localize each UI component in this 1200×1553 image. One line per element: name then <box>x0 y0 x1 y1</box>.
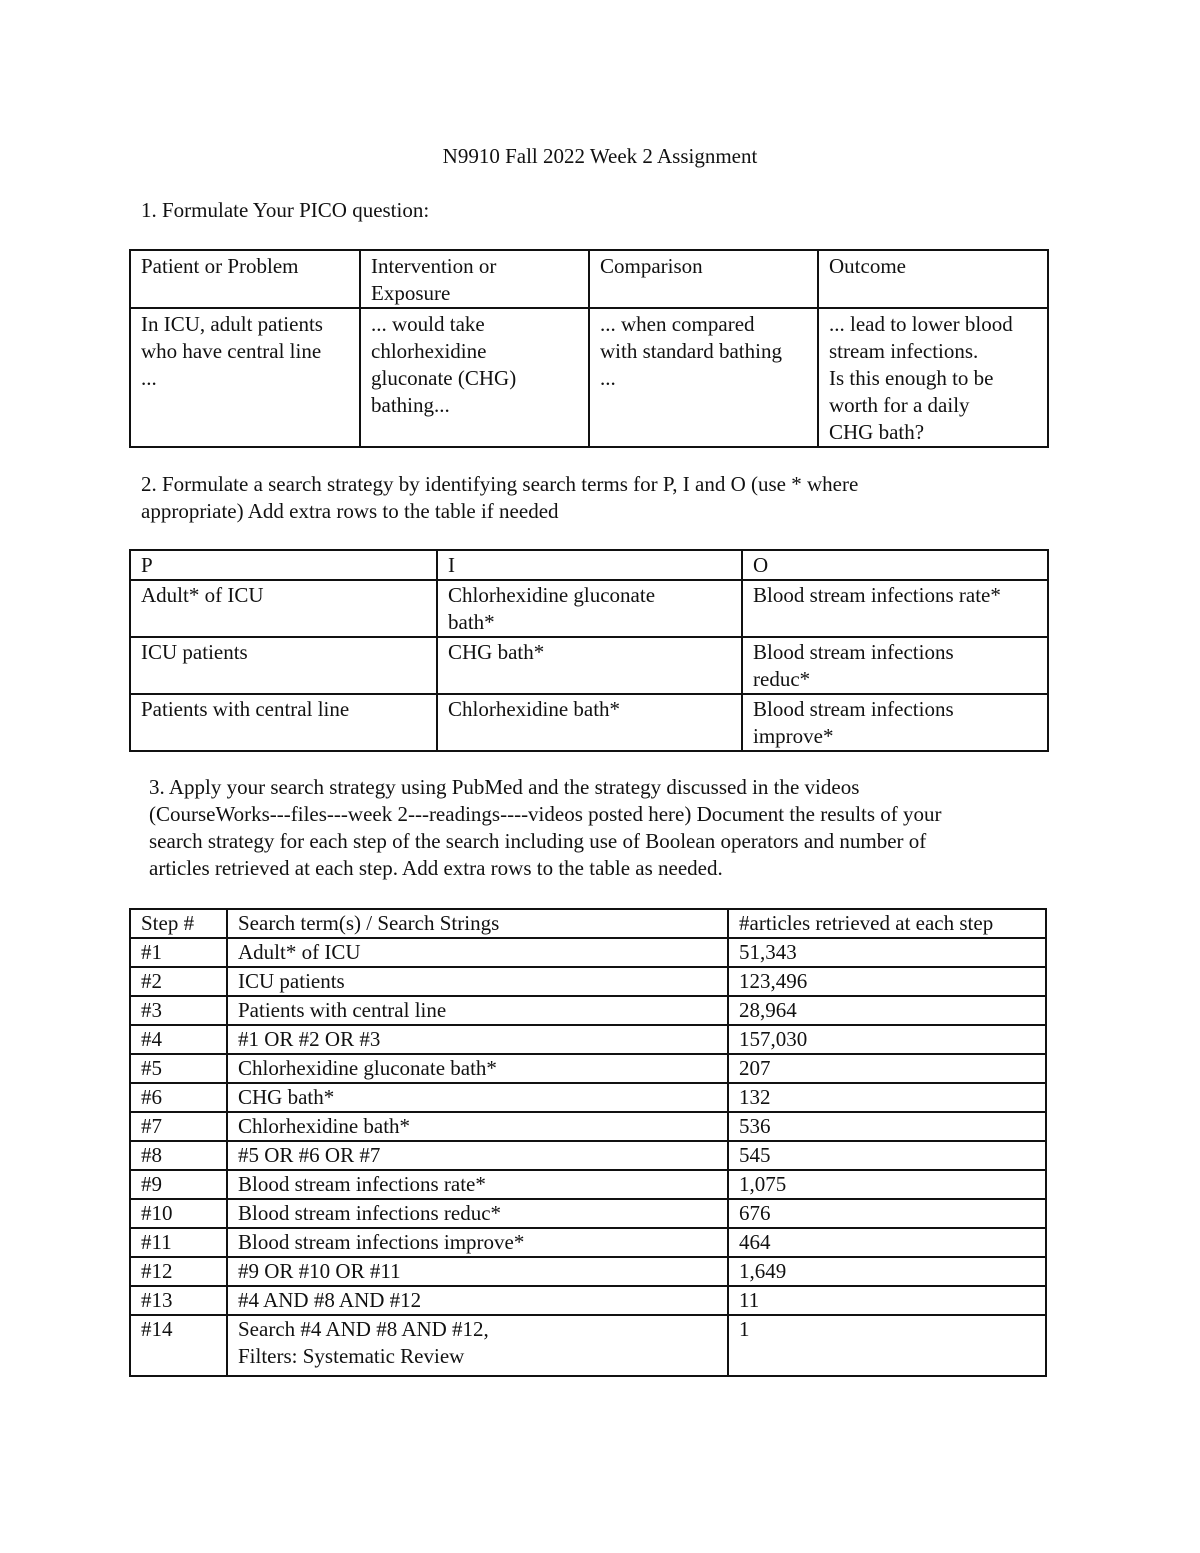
text-line: with standard bathing <box>600 339 782 363</box>
section-1-heading: 1. Formulate Your PICO question: <box>141 198 430 222</box>
text-line: who have central line <box>141 339 322 363</box>
steps-row <box>130 1199 1046 1228</box>
steps-header-cell: #articles retrieved at each step <box>728 909 1046 938</box>
terms-row <box>130 580 1048 637</box>
comparison-answer-cell <box>589 308 818 447</box>
step-number-cell: #12 <box>130 1257 227 1286</box>
text-line: Blood stream infections rate* <box>753 583 1001 607</box>
steps-row <box>130 1112 1046 1141</box>
article-count-cell: 1 <box>728 1315 1046 1376</box>
search-term-cell <box>227 996 728 1025</box>
steps-row <box>130 1286 1046 1315</box>
steps-row <box>130 1141 1046 1170</box>
outcome-header-cell <box>818 250 1048 308</box>
article-count-cell: 676 <box>728 1199 1046 1228</box>
text-line: Chlorhexidine bath* <box>448 697 621 721</box>
terms-cell <box>437 637 742 694</box>
text-line: (CourseWorks---files---week 2---readings----videos posted here) Document the results of your <box>149 802 942 826</box>
pico-answer-row <box>130 308 1048 447</box>
text-line: improve* <box>753 724 834 748</box>
terms-cell <box>437 580 742 637</box>
text-line: Blood stream infections rate* <box>238 1172 486 1196</box>
text-line: Blood stream infections <box>753 697 954 721</box>
text-line: search strategy for each step of the search including use of Boolean operators and number of <box>149 829 927 853</box>
step-number-cell: #7 <box>130 1112 227 1141</box>
text-line: Intervention or <box>371 254 497 278</box>
article-count-cell: 1,649 <box>728 1257 1046 1286</box>
text-line: appropriate) Add extra rows to the table if needed <box>141 499 559 523</box>
text-line: Blood stream infections <box>753 640 954 664</box>
terms-cell <box>742 694 1048 751</box>
article-count-cell: 545 <box>728 1141 1046 1170</box>
text-line: worth for a daily <box>829 393 970 417</box>
text-line: Chlorhexidine bath* <box>238 1114 411 1138</box>
steps-row <box>130 967 1046 996</box>
search-terms-table <box>129 549 1049 752</box>
text-line: Chlorhexidine gluconate bath* <box>238 1056 497 1080</box>
document-title: N9910 Fall 2022 Week 2 Assignment <box>442 144 758 168</box>
text-line: Adult* of ICU <box>141 583 264 607</box>
steps-row <box>130 1170 1046 1199</box>
text-line: #5 OR #6 OR #7 <box>238 1143 381 1167</box>
step-number-cell: #10 <box>130 1199 227 1228</box>
text-line: ... would take <box>371 312 485 336</box>
search-term-cell <box>227 1083 728 1112</box>
terms-row <box>130 694 1048 751</box>
terms-cell <box>742 580 1048 637</box>
search-term-cell <box>227 1199 728 1228</box>
text-line: chlorhexidine <box>371 339 487 363</box>
terms-cell <box>130 637 437 694</box>
terms-header-cell: O <box>742 550 1048 580</box>
text-line: ... when compared <box>600 312 755 336</box>
steps-header-cell: Search term(s) / Search Strings <box>227 909 728 938</box>
search-term-cell <box>227 1228 728 1257</box>
search-steps-table <box>129 908 1047 1377</box>
text-line: CHG bath* <box>448 640 545 664</box>
step-number-cell: #13 <box>130 1286 227 1315</box>
text-line: gluconate (CHG) <box>371 366 517 390</box>
text-line: #1 OR #2 OR #3 <box>238 1027 381 1051</box>
patient-problem-answer-cell <box>130 308 360 447</box>
section-2-heading <box>141 471 1041 525</box>
article-count-cell: 1,075 <box>728 1170 1046 1199</box>
text-line: In ICU, adult patients <box>141 312 323 336</box>
search-term-cell <box>227 1112 728 1141</box>
text-line: reduc* <box>753 667 811 691</box>
steps-row <box>130 1054 1046 1083</box>
search-term-cell <box>227 1170 728 1199</box>
step-number-cell: #9 <box>130 1170 227 1199</box>
text-line: ICU patients <box>238 969 345 993</box>
step-number-cell: #3 <box>130 996 227 1025</box>
text-line: 2. Formulate a search strategy by identifying search terms for P, I and O (use * where <box>141 472 859 496</box>
search-term-cell <box>227 1286 728 1315</box>
search-term-cell <box>227 1025 728 1054</box>
text-line: Patients with central line <box>238 998 447 1022</box>
text-line: Exposure <box>371 281 451 305</box>
terms-cell <box>437 694 742 751</box>
pico-table <box>129 249 1049 448</box>
step-number-cell: #11 <box>130 1228 227 1257</box>
search-term-cell <box>227 1257 728 1286</box>
search-term-cell <box>227 1054 728 1083</box>
text-line: #9 OR #10 OR #11 <box>238 1259 401 1283</box>
article-count-cell: 157,030 <box>728 1025 1046 1054</box>
article-count-cell: 28,964 <box>728 996 1046 1025</box>
step-number-cell: #14 <box>130 1315 227 1376</box>
terms-cell <box>130 580 437 637</box>
section-3-heading <box>149 774 1049 882</box>
step-number-cell: #5 <box>130 1054 227 1083</box>
search-term-cell <box>227 1141 728 1170</box>
text-line: Blood stream infections reduc* <box>238 1201 502 1225</box>
text-line: ICU patients <box>141 640 248 664</box>
text-line: Patients with central line <box>141 697 350 721</box>
outcome-answer-cell <box>818 308 1048 447</box>
article-count-cell: 123,496 <box>728 967 1046 996</box>
patient-problem-header-cell <box>130 250 360 308</box>
text-line: #4 AND #8 AND #12 <box>238 1288 422 1312</box>
steps-row <box>130 1083 1046 1112</box>
text-line: bathing... <box>371 393 450 417</box>
terms-header-row <box>130 550 1048 580</box>
text-line: ... <box>141 366 157 390</box>
article-count-cell: 207 <box>728 1054 1046 1083</box>
text-line: ... lead to lower blood <box>829 312 1013 336</box>
text-line: Blood stream infections improve* <box>238 1230 525 1254</box>
terms-cell <box>130 694 437 751</box>
text-line: CHG bath? <box>829 420 925 444</box>
text-line: Search #4 AND #8 AND #12, <box>238 1317 489 1341</box>
text-line: Chlorhexidine gluconate <box>448 583 656 607</box>
text-line: Comparison <box>600 254 703 278</box>
step-number-cell: #6 <box>130 1083 227 1112</box>
text-line: ... <box>600 366 616 390</box>
steps-header-cell: Step # <box>130 909 227 938</box>
text-line: Patient or Problem <box>141 254 299 278</box>
article-count-cell: 464 <box>728 1228 1046 1257</box>
article-count-cell: 11 <box>728 1286 1046 1315</box>
article-count-cell: 536 <box>728 1112 1046 1141</box>
terms-header-cell: I <box>437 550 742 580</box>
steps-row <box>130 1228 1046 1257</box>
steps-row <box>130 1315 1046 1376</box>
text-line: bath* <box>448 610 495 634</box>
text-line: Outcome <box>829 254 906 278</box>
intervention-exposure-answer-cell <box>360 308 589 447</box>
text-line: stream infections. <box>829 339 979 363</box>
step-number-cell: #8 <box>130 1141 227 1170</box>
search-term-cell <box>227 967 728 996</box>
steps-row <box>130 938 1046 967</box>
search-term-cell <box>227 1315 728 1376</box>
intervention-exposure-header-cell <box>360 250 589 308</box>
terms-header-cell: P <box>130 550 437 580</box>
step-number-cell: #1 <box>130 938 227 967</box>
text-line: Is this enough to be <box>829 366 994 390</box>
step-number-cell: #4 <box>130 1025 227 1054</box>
text-line: 3. Apply your search strategy using PubMed and the strategy discussed in the videos <box>149 775 860 799</box>
article-count-cell: 51,343 <box>728 938 1046 967</box>
steps-row <box>130 1257 1046 1286</box>
terms-cell <box>742 637 1048 694</box>
text-line: articles retrieved at each step. Add extra rows to the table as needed. <box>149 856 723 880</box>
pico-header-row <box>130 250 1048 308</box>
step-number-cell: #2 <box>130 967 227 996</box>
terms-row <box>130 637 1048 694</box>
article-count-cell: 132 <box>728 1083 1046 1112</box>
text-line: CHG bath* <box>238 1085 335 1109</box>
text-line: Filters: Systematic Review <box>238 1344 465 1368</box>
steps-header-row <box>130 909 1046 938</box>
search-term-cell <box>227 938 728 967</box>
comparison-header-cell <box>589 250 818 308</box>
text-line: Adult* of ICU <box>238 940 361 964</box>
steps-row <box>130 1025 1046 1054</box>
steps-row <box>130 996 1046 1025</box>
